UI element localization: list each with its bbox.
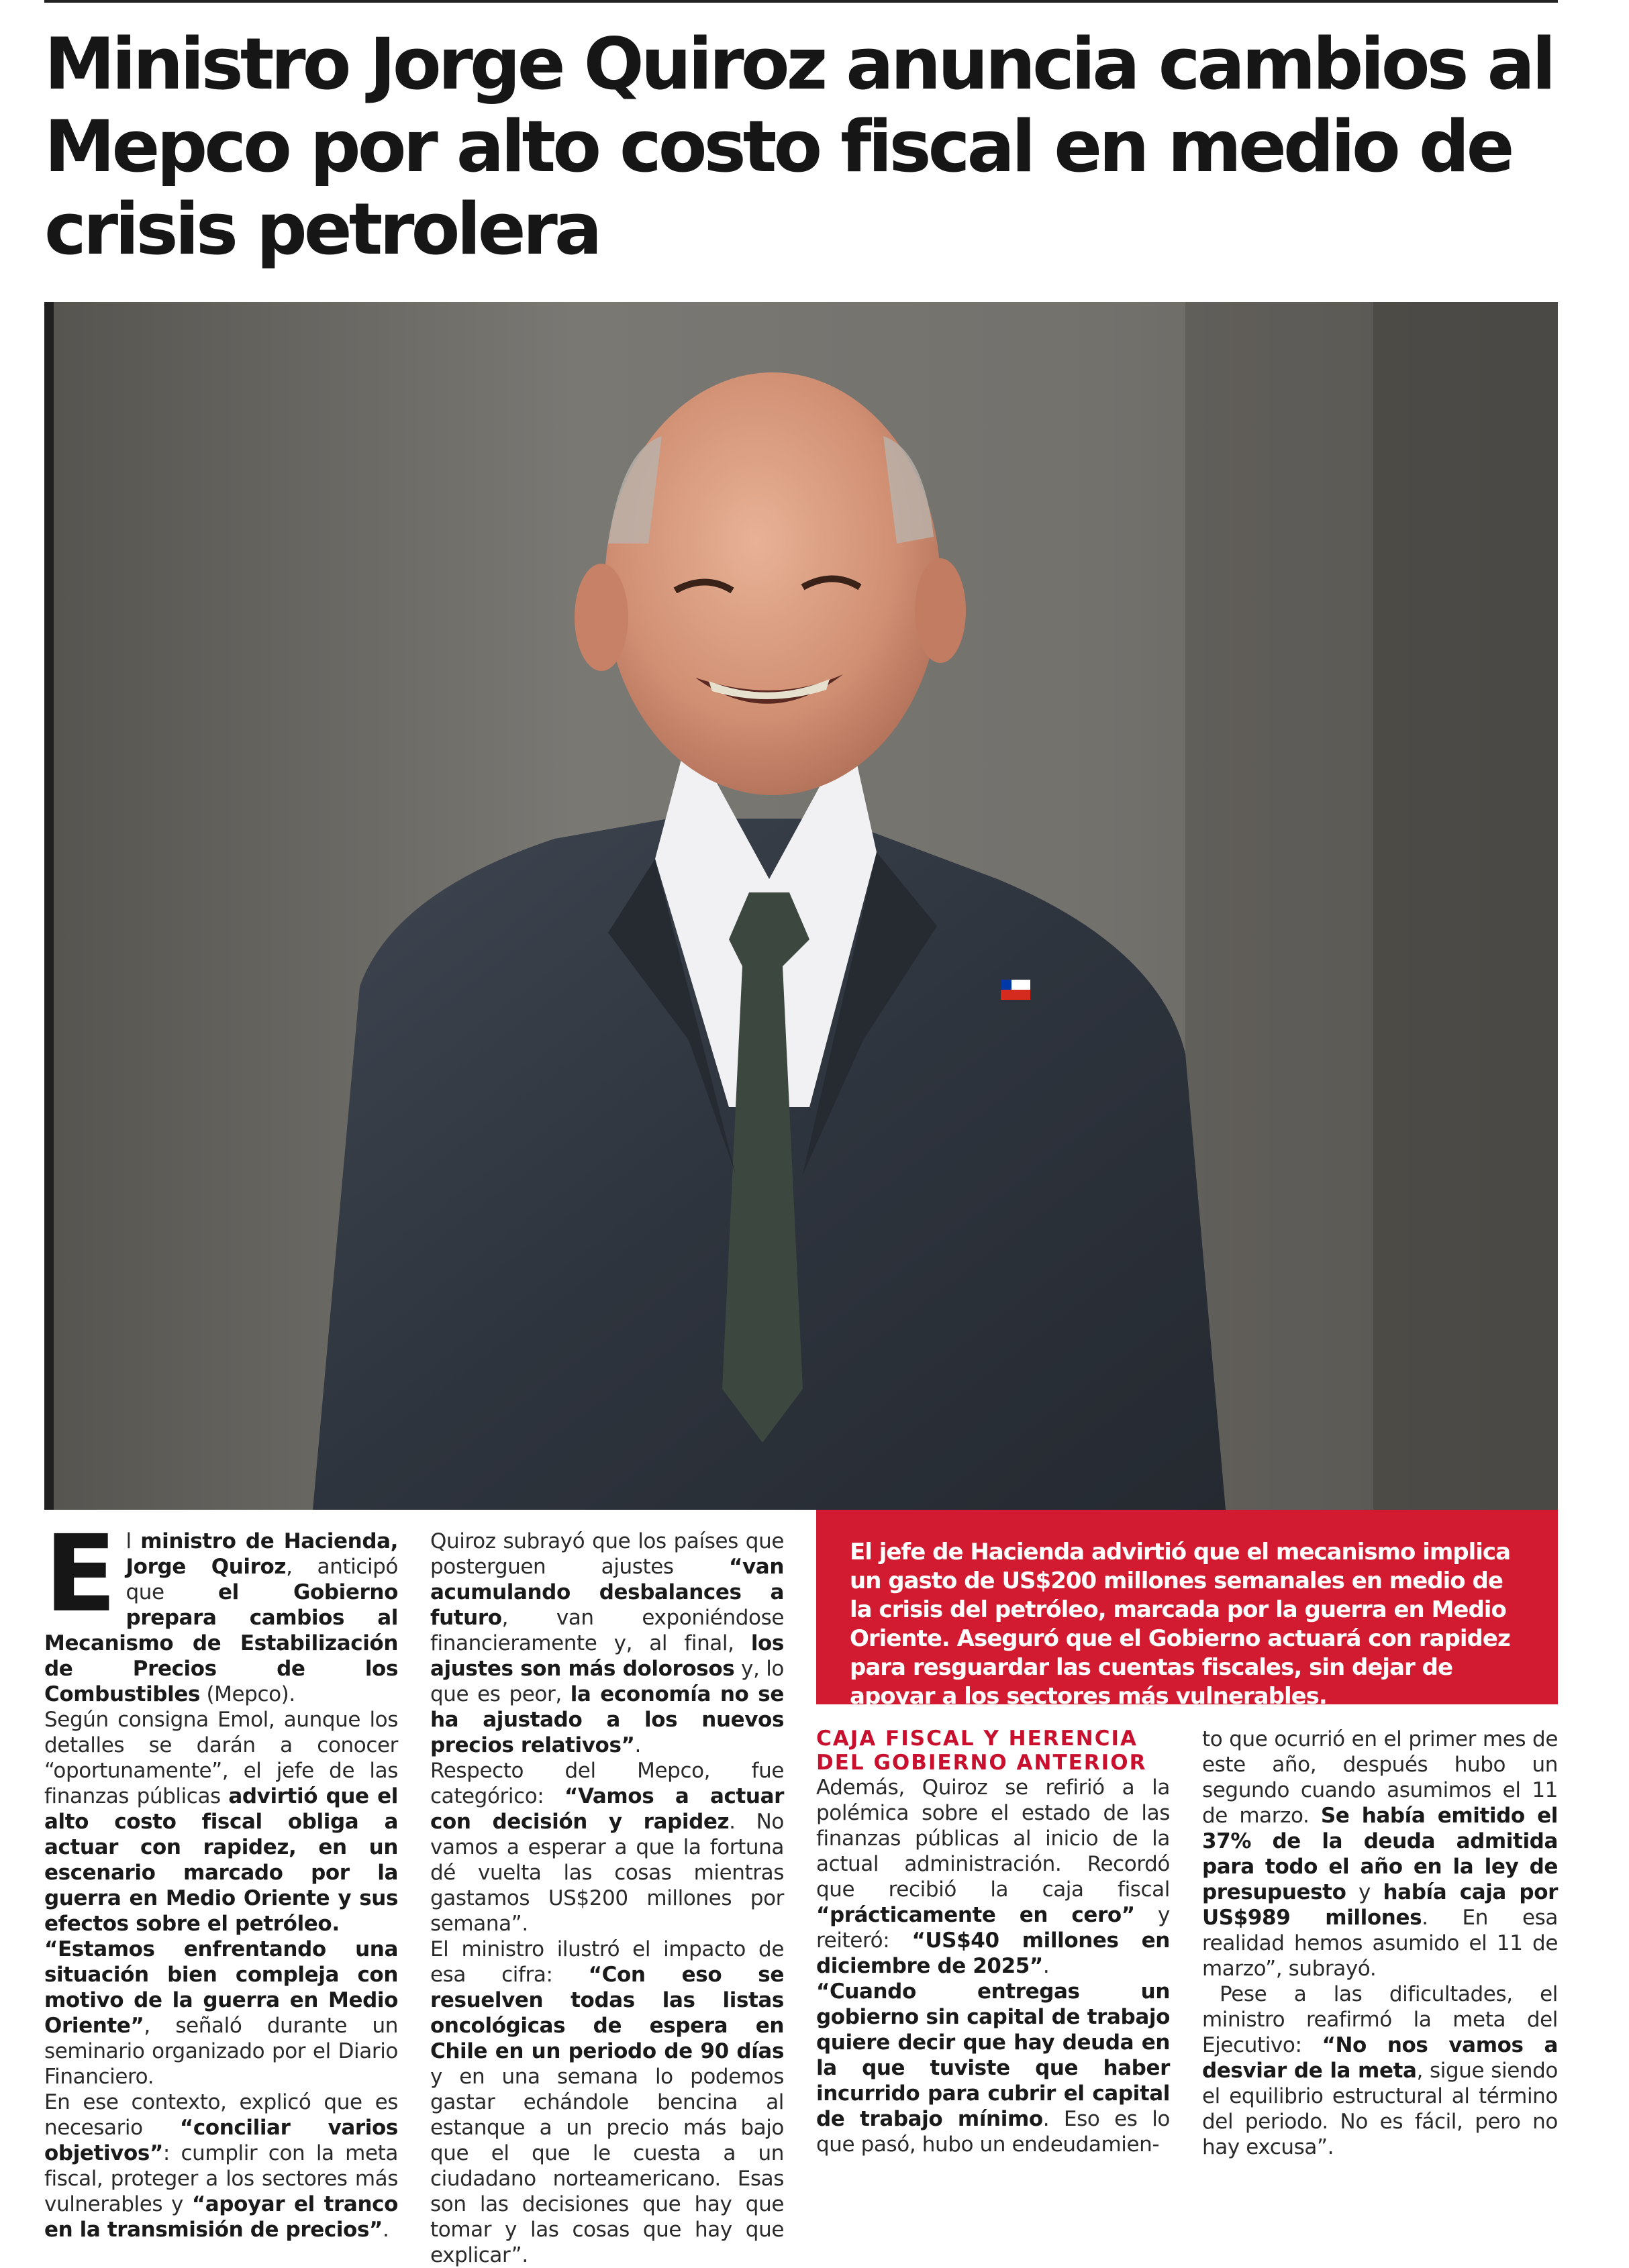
paragraph: Respecto del Mepco, fue categórico: “Vamos a actuar con decisión y rapidez. No vamos a esperar a que la fortuna dé vuelta las cosas mientras gastamos US$200 millones por semana”. (430, 1759, 784, 1936)
paragraph: Pese a las dificultades, el ministro reafirmó la meta del Ejecutivo: “No nos vamos a desviar de la meta, sigue siendo el equilibrio estructural al término del periodo. No es fácil, pero no hay excusa”. (1202, 1982, 1558, 2159)
paragraph: “Cuando entregas un gobierno sin capital de trabajo quiere decir que hay deuda en la que tuviste que haber incurrido para cubrir el capital de trabajo mínimo. Eso es lo que pasó, hubo un endeudamien- (816, 1979, 1171, 2157)
paragraph: to que ocurrió en el primer mes de este año, después hubo un segundo cuando asumimos el 11 de marzo. Se había emitido el 37% de la deuda admitida para todo el año en la ley de presupuesto y había caja por US$989 millones. En esa realidad hemos asumido el 11 de marzo”, subrayó. (1202, 1727, 1559, 1981)
paragraph: Además, Quiroz se refirió a la polémica sobre el estado de las finanzas públicas al inicio de la actual administración. Recordó que recibió la caja fiscal “prácticamente en cero” y reiteró: “US$40 millones en diciembre de 2025”. (816, 1775, 1170, 1978)
article-column-3 (816, 1726, 1170, 2157)
highlight-callout: El jefe de Hacienda advirtió que el mecanismo implica un gasto de US$200 millones semanales en medio de la crisis del petróleo, marcada por la guerra en Medio Oriente. Aseguró que el Gobierno actuará con rapidez para resguardar las cuentas fiscales, sin dejar de apoyar a los sectores más vulnerables. (816, 1510, 1558, 1704)
drop-cap: E (44, 1512, 117, 1636)
section-subhead: CAJA FISCAL Y HERENCIA DEL GOBIERNO ANTERIOR (816, 1726, 1147, 1775)
paragraph: “Estamos enfrentando una situación bien compleja con motivo de la guerra en Medio Oriente”, señaló durante un seminario organizado por el Diario Financiero. (44, 1937, 398, 2089)
article-column-2 (430, 1529, 784, 2268)
paragraph: Según consigna Emol, aunque los detalles se darán a conocer “oportunamente”, el jefe de las finanzas públicas advirtió que el alto costo fiscal obliga a actuar con rapidez, en un escenario marcado por la guerra en Medio Oriente y sus efectos sobre el petróleo. (44, 1708, 399, 1936)
minister-photo (44, 302, 1558, 1510)
paragraph: Quiroz subrayó que los países que posterguen ajustes “van acumulando desbalances a futuro, van exponiéndose financieramente y, al final, los ajustes son más dolorosos y, lo que es peor, la economía no se ha ajustado a los nuevos precios relativos”. (430, 1529, 784, 1757)
paragraph: En ese contexto, explicó que es necesario “conciliar varios objetivos”: cumplir con la meta fiscal, proteger a los sectores más vulnerables y “apoyar el tranco en la transmisión de precios”. (44, 2090, 398, 2242)
paragraph: l ministro de Hacienda, Jorge Quiroz, anticipó que el Gobierno prepara cambios al Mecanismo de Estabilización de Precios de los Combustibles (Mepco). (44, 1529, 399, 1706)
article-column-4 (1202, 1726, 1558, 2160)
top-rule (44, 0, 1558, 3)
paragraph: El ministro ilustró el impacto de esa cifra: “Con eso se resuelven todas las listas oncológicas de espera en Chile en un periodo de 90 días y en una semana lo podemos gastar echándole bencina al estanque a un precio más bajo que el que le cuesta a un ciudadano norteamericano. Esas son las decisiones que hay que tomar y las cosas que hay que explicar”. (430, 1937, 784, 2267)
page-title: Ministro Jorge Quiroz anuncia cambios al Mepco por alto costo fiscal en medio de crisis petrolera (44, 23, 1553, 270)
article-column-1 (44, 1512, 399, 2243)
